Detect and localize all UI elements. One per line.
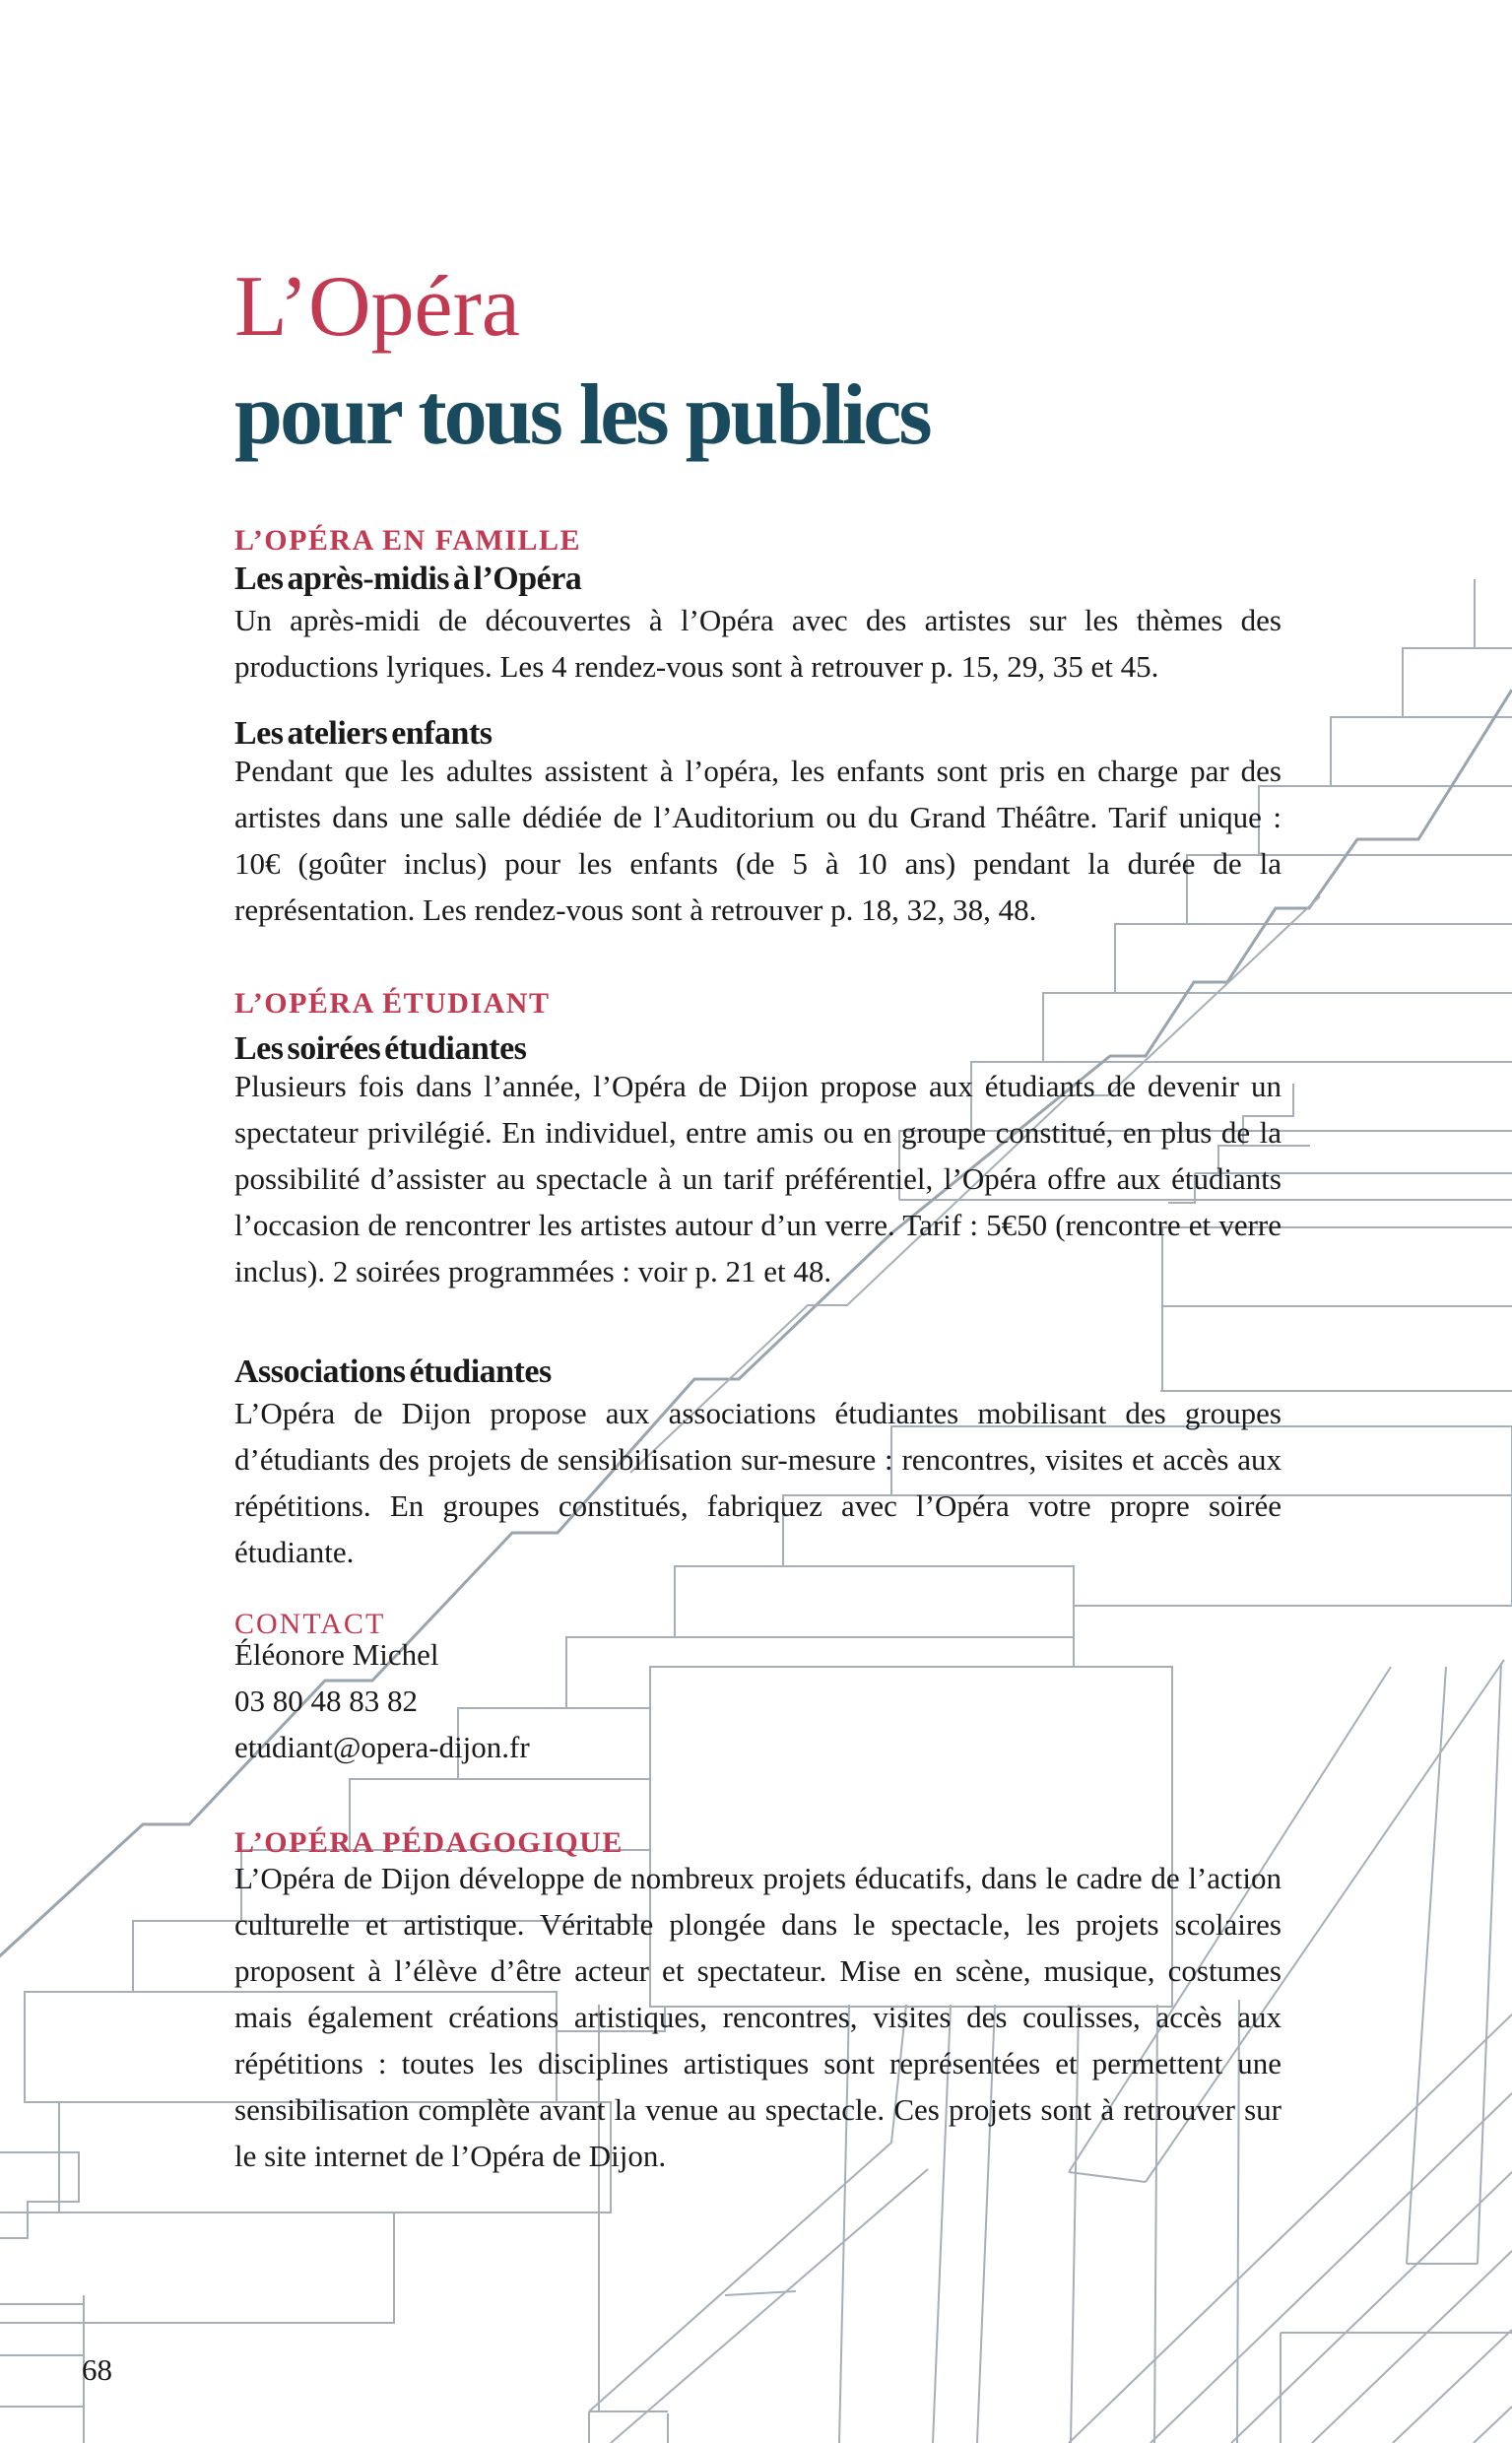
paragraph-apres-midis: Un après-midi de découvertes à l’Opéra avec des artistes sur les thèmes des productions lyriques. Les 4 rendez-vous sont à retrouver p. 15, 29, 35 et 45. — [234, 603, 1282, 684]
paragraph-ateliers-enfants: Pendant que les adultes assistent à l’opéra, les enfants sont pris en charge par des artistes dans une salle dédiée de l’Auditorium ou du Grand Théâtre. Tarif unique : 10€ (goûter inclus) pour les enfants (de 5 à 10 ans) pendant la durée de la représentation. Les rendez-vous sont à retrouver p. 18, 32, 38, 48. — [234, 754, 1282, 927]
page-title-line1: L’Opéra — [234, 259, 520, 355]
subhead-ateliers-enfants: Les ateliers enfants — [234, 715, 493, 752]
page-title-line2: pour tous les publics — [234, 367, 930, 463]
paragraph-associations-etudiantes: L’Opéra de Dijon propose aux associations étudiantes mobilisant des groupes d’étudiants des projets de sensibilisation sur-mesure : rencontres, visites et accès aux répétitions. En groupes constitués, fabriquez avec l’Opéra votre propre soirée étudiante. — [234, 1396, 1282, 1569]
subhead-apres-midis: Les après-midis à l’Opéra — [234, 561, 582, 597]
paragraph-pedagogique: L’Opéra de Dijon développe de nombreux projets éducatifs, dans le cadre de l’action culturelle et artistique. Véritable plongée dans le spectacle, les projets scolaires proposent à l’élève d’être acteur et spectateur. Mise en scène, musique, costumes mais également créations artistiques, rencontres, visites des coulisses, accès aux répétitions : toutes les disciplines artistiques sont représentées et permettent une sensibilisation complète avant la venue au spectacle. Ces projets sont à retrouver sur le site internet de l’Opéra de Dijon. — [234, 1861, 1282, 2173]
section-kicker-famille: L’OPÉRA EN FAMILLE — [234, 524, 582, 557]
subhead-associations-etudiantes: Associations étudiantes — [234, 1354, 552, 1390]
contact-block — [234, 1631, 1282, 1770]
section-kicker-pedagogique: L’OPÉRA PÉDAGOGIQUE — [234, 1826, 624, 1859]
contact-email: etudiant@opera-dijon.fr — [234, 1730, 530, 1764]
page-number: 68 — [82, 2352, 112, 2387]
contact-phone: 03 80 48 83 82 — [234, 1684, 418, 1718]
section-kicker-etudiant: L’OPÉRA ÉTUDIANT — [234, 987, 551, 1020]
subhead-soirees-etudiantes: Les soirées étudiantes — [234, 1030, 527, 1067]
section-kicker-contact: CONTACT — [234, 1608, 386, 1640]
contact-name: Éléonore Michel — [234, 1637, 439, 1672]
paragraph-soirees-etudiantes: Plusieurs fois dans l’année, l’Opéra de Dijon propose aux étudiants de devenir un spectateur privilégié. En individuel, entre amis ou en groupe constitué, en plus de la possibilité d’assister au spectacle à un tarif préférentiel, l’Opéra offre aux étudiants l’occasion de rencontrer les artistes autour d’un verre. Tarif : 5€50 (rencontre et verre inclus). 2 soirées programmées : voir p. 21 et 48. — [234, 1069, 1282, 1288]
